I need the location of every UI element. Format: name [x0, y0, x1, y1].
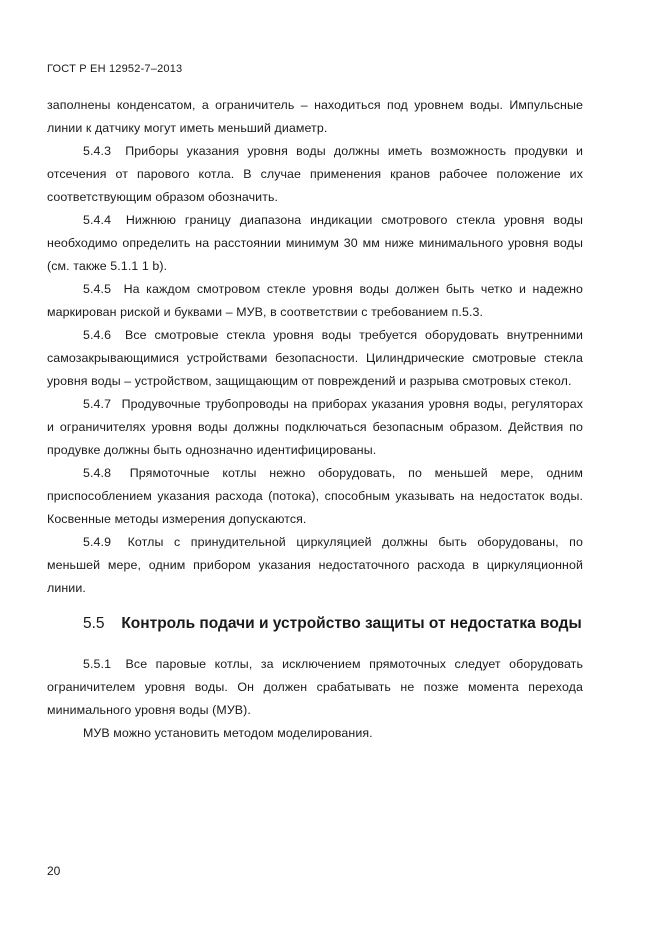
clause-5-4-9 — [47, 531, 583, 600]
clause-number: 5.4.6 — [83, 328, 112, 342]
clause-5-4-8 — [47, 462, 583, 531]
clause-number: 5.4.5 — [83, 282, 112, 296]
clause-5-4-5 — [47, 278, 583, 324]
clause-text: Приборы указания уровня воды должны иметь возможность продувки и отсечения от парового котла. В случае применения кранов рабочее положение их соответствующим образом обозначить. — [47, 144, 583, 204]
paragraph-text: заполнены конденсатом, а ограничитель – находиться под уровнем воды. Импульсные линии к датчику могут иметь меньший диаметр. — [47, 98, 583, 135]
clause-number: 5.4.4 — [83, 213, 112, 227]
paragraph-text: МУВ можно установить методом моделирования. — [83, 726, 373, 740]
clause-number: 5.4.8 — [83, 466, 112, 480]
clause-text: Прямоточные котлы нежно оборудовать, по меньшей мере, одним приспособлением указания расхода (потока), способным указывать на недостаток воды. Косвенные методы измерения допускаются. — [47, 466, 583, 526]
section-number: 5.5 — [83, 615, 105, 632]
clause-5-4-6 — [47, 324, 583, 393]
clause-text: Все смотровые стекла уровня воды требуется оборудовать внутренними самозакрывающимися устройствами безопасности. Цилиндрические смотровые стекла уровня воды – устройством, защищающим от повреждений и разрыва смотровых стекол. — [47, 328, 583, 388]
paragraph-note — [47, 722, 583, 745]
clause-text: Продувочные трубопроводы на приборах указания уровня воды, регуляторах и ограничителях уровня воды должны подключаться безопасным образом. Действия по продувке должны быть однозначно идентифицированы. — [47, 397, 583, 457]
document-header: ГОСТ Р ЕН 12952-7–2013 — [47, 63, 183, 75]
section-title: Контроль подачи и устройство защиты от недостатка воды — [121, 615, 582, 632]
clause-number: 5.4.9 — [83, 535, 112, 549]
clause-5-5-1 — [47, 653, 583, 722]
clause-text: Нижнюю границу диапазона индикации смотрового стекла уровня воды необходимо определить на расстоянии минимум 30 мм ниже минимального уровня воды (см. также 5.1.1 1 b). — [47, 213, 583, 273]
document-body — [47, 94, 583, 745]
section-heading — [47, 613, 583, 635]
clause-number: 5.4.7 — [83, 397, 112, 411]
clause-text: На каждом смотровом стекле уровня воды должен быть четко и надежно маркирован риской и буквами – МУВ, в соответствии с требованием п.5.3. — [47, 282, 583, 319]
clause-5-4-4 — [47, 209, 583, 278]
clause-number: 5.5.1 — [83, 657, 112, 671]
paragraph-continuation — [47, 94, 583, 140]
clause-5-4-7 — [47, 393, 583, 462]
clause-text: Котлы с принудительной циркуляцией должны быть оборудованы, по меньшей мере, одним прибором указания недостаточного расхода в циркуляционной линии. — [47, 535, 583, 595]
clause-number: 5.4.3 — [83, 144, 112, 158]
clause-text: Все паровые котлы, за исключением прямоточных следует оборудовать ограничителем уровня воды. Он должен срабатывать не позже момента перехода минимального уровня воды (МУВ). — [47, 657, 584, 717]
clause-5-4-3 — [47, 140, 583, 209]
page-number: 20 — [47, 864, 61, 878]
